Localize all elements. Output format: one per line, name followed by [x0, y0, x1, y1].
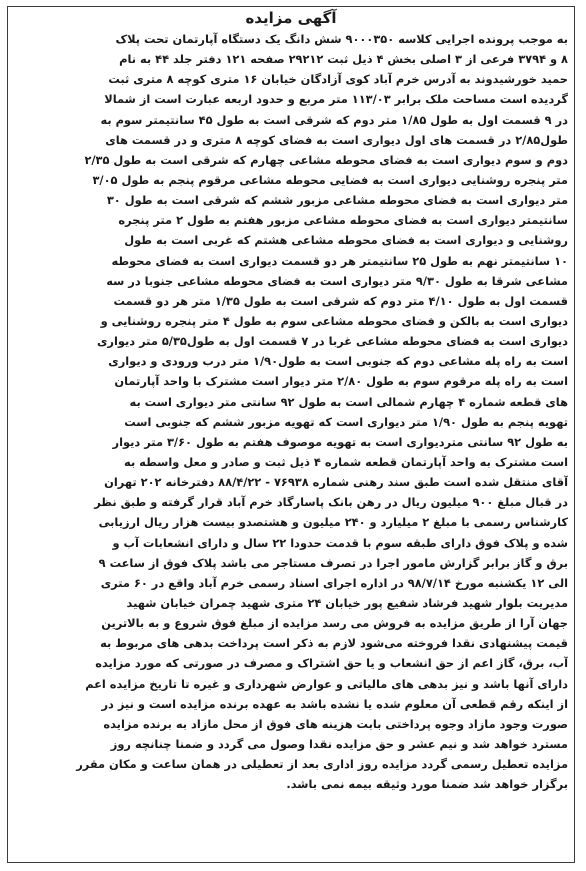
- notice-text-line: صورت وجود مازاد وجوه پرداختی بابت هزینه های فوق از محل مازاد به برنده مزایده: [103, 716, 568, 731]
- notice-text-line: جهان آرا از طریق مزایده به فروش می رسد مزایده از مبلغ فوق شروع و به بالاترین: [101, 616, 568, 631]
- notice-text-line: الی ۱۲ یکشنبه مورخ ۹۸/۷/۱۴ در اداره اجرای اسناد رسمی خرم آباد واقع در ۶۰ متری: [100, 575, 568, 590]
- notice-text-line: مدیریت بلوار شهید فرشاد شفیع پور خیابان ۲۴ متری شهید چمران خیابان شهید: [126, 595, 568, 610]
- notice-title: آگهی مزایده: [245, 9, 337, 27]
- notice-text-line: گردیده است مساحت ملک برابر ۱۱۳/۰۳ متر مربع و حدود اربعه عبارت است از شمالا: [104, 92, 568, 107]
- notice-text-line: مزایده تعطیل رسمی گردد مزایده روز اداری بعد از تعطیلی در همان ساعت و مکان مقرر: [76, 757, 568, 772]
- notice-text-line: است مشترک به واحد آپارتمان قطعه شماره ۴ ذیل ثبت و صادر و معل واسطه به: [124, 454, 568, 469]
- notice-text-line: است به راه پله مشاعی دوم که جنوبی است به طول۱/۹۰ متر درب ورودی و دیواری: [108, 354, 568, 369]
- notice-text-line: ۸ و ۳۷۹۴ فرعی از ۳ اصلی بخش ۴ ذیل ثبت ۲۹۲۱۲ صفحه ۱۲۱ دفتر جلد ۴۴ به نام: [119, 52, 568, 67]
- notice-text-line: طول۲/۸۵ در قسمت های اول دیواری است به فضای کوچه ۸ متری و در قسمت های: [105, 132, 568, 147]
- notice-text-line: آب، برق، گاز اعم از حق انشعاب و یا حق اشتراک و مصرف در صورتی که مورد مزایده: [95, 656, 568, 671]
- notice-text-line: مسترد خواهد شد و نیم عشر و حق مزایده نقدا وصول می گردد و ضمنا چنانچه روز: [110, 736, 568, 751]
- notice-text-line: دیواری است به فضای محوطه مشاعی غربا در ۷ قسمت اول به طول۵/۳۵ متر دیواری: [96, 334, 568, 349]
- notice-text-line: ۱۰ سانتیمتر نهم به طول ۲۵ سانتیمتر هر دو قسمت دیواری است به فضای محوطه: [111, 253, 568, 268]
- notice-text-line: مشاعی شرقا به طول ۹/۳۰ متر دیواری است به فضای محوطه مشاعی جنوبا در سه: [106, 273, 568, 288]
- notice-text-line: برق و گاز برابر گزارش مامور اجرا در تصرف مستاجر می باشد پلاک فوق از ساعت ۹: [98, 555, 568, 570]
- notice-text-line: روشنایی و دیواری است به فضای محوطه مشاعی هشتم که غربی است به طول: [124, 233, 568, 248]
- notice-body: [8, 29, 574, 794]
- notice-text-line: متر دیواری است به فضای محوطه مشاعی مزبور ششم که شرقی است به طول ۳۰: [106, 193, 568, 208]
- notice-text-line: در قبال مبلغ ۹۰۰ میلیون ریال در رهن بانک پاسارگاد خرم آباد قرار گرفته و طبق نظر: [94, 495, 568, 510]
- notice-text-line: شده و پلاک فوق دارای طبقه سوم با قدمت حدودا ۲۲ سال و دارای انشعابات آب و: [112, 535, 568, 550]
- notice-text-line: دوم و سوم دیواری است به فضای محوطه مشاعی چهارم که شرقی است به طول ۲/۳۵: [84, 152, 568, 167]
- notice-text-line: به موجب پرونده اجرایی کلاسه ۹۰۰۰۳۵۰ شش دانگ یک دستگاه آپارتمان تحت پلاک: [115, 32, 568, 46]
- auction-notice: [7, 6, 575, 863]
- notice-text-line: های قطعه شماره ۴ چهارم شمالی است به طول ۹۲ سانتی متر دیواری است به: [129, 394, 568, 409]
- notice-text-line: دیواری است به بالکن و فضای محوطه مشاعی سوم به طول ۴ متر پنجره روشنایی و: [100, 313, 568, 328]
- notice-text-line: سانتیمتر دیواری است به فضای محوطه مشاعی مزبور هفتم به طول ۲ متر پنجره: [118, 213, 568, 228]
- notice-text-line: آقای منتقل شده است طبق سند رهنی شماره ۷۶۹۳۸ - ۸۸/۴/۲۲ دفترخانه ۲۰۲ تهران: [104, 475, 568, 490]
- notice-text-line: از اینکه رقم قطعی آن معلوم شده یا نشده باشد به عهده برنده مزایده است و نیز در: [101, 696, 568, 711]
- notice-text-line: قیمت پیشنهادی نقدا فروخته می‌شود لازم به ذکر است پرداخت بدهی های مربوط به: [100, 636, 568, 651]
- notice-text-line: حمید خورشیدوند به آدرس خرم آباد کوی آزادگان خیابان ۱۶ متری کوچه ۸ متری ثبت: [108, 72, 568, 87]
- notice-text-line: است به راه پله مرقوم سوم به طول ۲/۸۰ متر دیوار است مشترک با واحد آپارتمان: [114, 374, 568, 389]
- notice-text-line: به طول ۹۲ سانتی متردیواری است به تهویه موصوف هفتم به طول ۳/۶۰ متر دیوار: [112, 434, 568, 449]
- notice-text-line: برگزار خواهد شد ضمنا مورد وثیقه بیمه نمی باشد.: [286, 777, 568, 792]
- notice-text-line: تهویه پنجم به طول ۱/۹۰ متر دیواری است که تهویه مزبور ششم که جنوبی است: [124, 414, 568, 429]
- notice-text-line: دارای آنها باشد و نیز بدهی های مالیاتی و عوارض شهرداری و غیره تا تاریخ مزایده اعم: [85, 676, 568, 691]
- notice-text-line: کارشناس رسمی با مبلغ ۲ میلیارد و ۲۴۰ میلیون و هشتصدو بیست هزار ریال ارزیابی: [98, 515, 568, 530]
- notice-text-line: متر پنجره روشنایی دیواری است به فضایی محوطه مشاعی مرقوم پنجم به طول ۳/۰۵: [92, 172, 568, 187]
- notice-text-line: قسمت اول به طول ۴/۱۰ متر دوم که شرقی است به طول ۱/۳۵ متر هر دو قسمت: [113, 293, 568, 308]
- notice-text-line: در ۹ قسمت اول به طول ۱/۸۵ متر دوم که شرقی است به طول ۴۵ سانتیمتر سوم به: [100, 112, 568, 127]
